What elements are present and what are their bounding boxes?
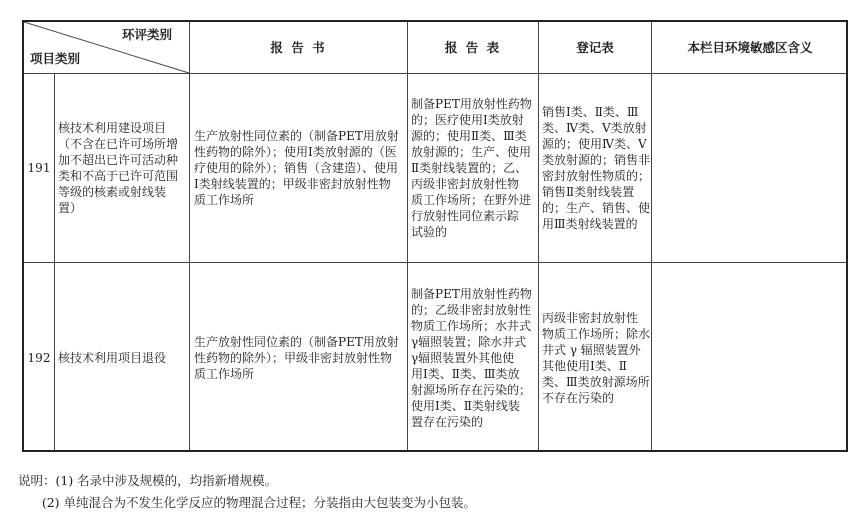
report-book-cell bbox=[194, 74, 406, 262]
header-report-book: 报 告 书 bbox=[270, 39, 327, 55]
header-env-category: 环评类别 bbox=[122, 27, 173, 42]
row-number: 191 bbox=[27, 161, 51, 175]
column-divider bbox=[538, 22, 539, 450]
project-name-cell bbox=[58, 263, 188, 452]
registration-text: 销售Ⅰ类、Ⅱ类、Ⅲ 类、Ⅳ类、Ⅴ类放射 源的；使用Ⅳ类、Ⅴ 类放射源的；销售非 密封放射性物质的； 销售Ⅱ类射线装置 的；生产、销售、使 用Ⅲ类射线装置的 bbox=[542, 105, 651, 231]
note-line: 说明：(1) 名录中涉及规模的，均指新增规模。 bbox=[18, 473, 278, 488]
note-line: (2) 单纯混合为不发生化学反应的物理混合过程；分装指由大包装变为小包装。 bbox=[18, 495, 477, 510]
header-project-category: 项目类别 bbox=[30, 51, 81, 66]
report-form-text: 制备PET用放射性药物 的；乙级非密封放射性 物质工作场所；水井式 γ辐照装置；除水井式 γ辐照装置外其他使 用Ⅰ类、Ⅱ类、Ⅲ类放 射源场所存在污染的； 使用Ⅰ类、Ⅱ类射线装 置存在污染的 bbox=[411, 286, 532, 429]
report-form-cell bbox=[411, 263, 537, 452]
report-book-text: 生产放射性同位素的（制备PET用放射 性药物的除外）；甲级非密封放射性物 质工作场所 bbox=[194, 334, 399, 381]
registration-cell bbox=[542, 263, 650, 452]
sensitive-area-cell bbox=[652, 74, 848, 262]
header-registration-form: 登记表 bbox=[576, 39, 614, 55]
report-book-cell bbox=[194, 263, 406, 452]
sensitive-area-cell bbox=[652, 263, 848, 452]
header-report-form: 报 告 表 bbox=[444, 39, 502, 55]
registration-cell bbox=[542, 74, 650, 262]
report-book-text: 生产放射性同位素的（制备PET用放射 性药物的除外）；使用I类放射源的（医 疗使用的除外）；销售（含建造）、使用 I类射线装置的；甲级非密封放射性物 质工作场所 bbox=[194, 129, 399, 207]
report-form-text: 制备PET用放射性药物 的；医疗使用Ⅰ类放射 源的；使用Ⅱ类、Ⅲ类 放射源的；生产、使用 Ⅱ类射线装置的；乙、 丙级非密封放射性物 质工作场所；在野外进 行放射性同位素示踪 试验的 bbox=[411, 97, 532, 239]
project-name: 核技术利用项目退役 bbox=[58, 350, 167, 365]
project-name: 核技术利用建设项目 （不含在已许可场所增 加不超出已许可活动种 类和不高于已许可范围 等级的核素或射线装 置） bbox=[58, 121, 179, 215]
row-number: 192 bbox=[27, 350, 51, 365]
report-form-cell bbox=[411, 74, 537, 262]
project-name-cell bbox=[58, 74, 188, 262]
registration-text: 丙级非密封放射性 物质工作场所；除水 井式 γ 辐照装置外 其他使用Ⅰ类、Ⅱ 类、Ⅲ类放射源场所 不存在污染的 bbox=[542, 310, 651, 405]
column-divider bbox=[189, 22, 190, 450]
classification-table bbox=[22, 20, 848, 452]
notes bbox=[18, 470, 476, 514]
header-sensitive-area: 本栏目环境敏感区含义 bbox=[687, 39, 813, 55]
column-divider bbox=[407, 22, 408, 450]
